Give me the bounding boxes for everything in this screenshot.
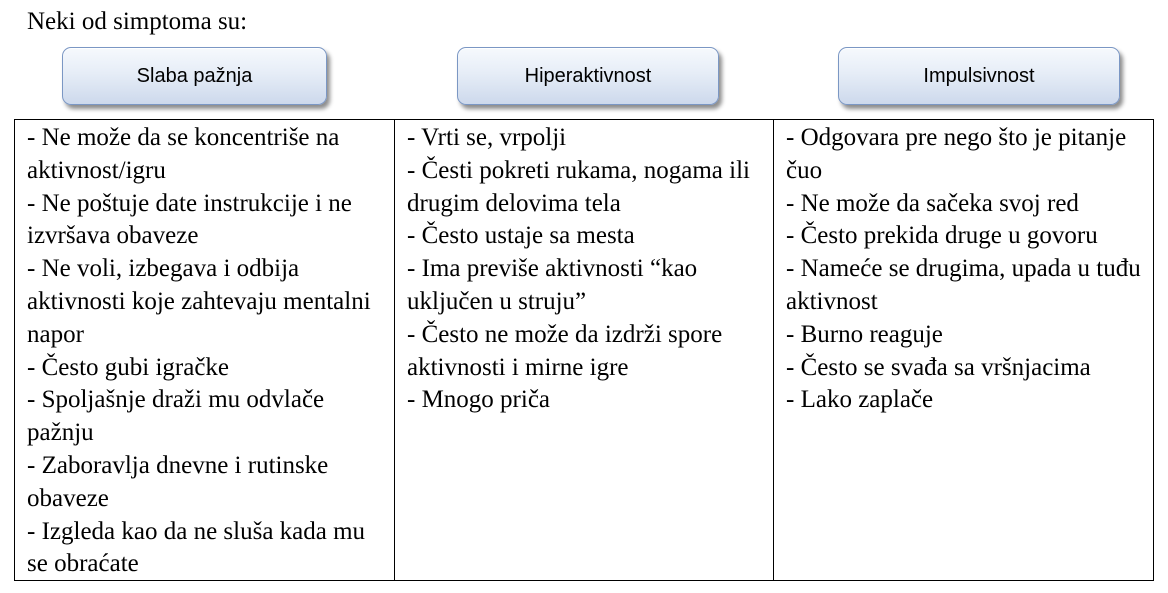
list-item: - Vrti se, vrpolji (407, 124, 567, 151)
list-item: - Često gubi igračke (27, 353, 230, 381)
list-item: - Često ustaje sa mesta (407, 222, 635, 250)
symptom-list (786, 122, 1147, 417)
list-item: - Odgovara pre nego što je pitanje čuo (786, 124, 1127, 184)
list-item: - Ima previše aktivnosti “kao uključen u struju” (407, 255, 698, 315)
list-item: - Spoljašnje draži mu odvlače pažnju (27, 386, 325, 447)
list-item: - Često prekida druge u govoru (786, 222, 1098, 250)
list-item: - Često se svađa sa vršnjacima (786, 353, 1091, 381)
symptom-table (14, 119, 1154, 581)
column-impulsivnost (774, 120, 1153, 580)
list-item: - Izgleda kao da ne sluša kada mu se obraćate (27, 517, 366, 578)
list-item: - Zaboravlja dnevne i rutinske obaveze (27, 451, 329, 512)
list-item: - Ne voli, izbegava i odbija aktivnosti koje zahtevaju mentalni napor (27, 255, 371, 348)
header-hiperaktivnost: Hiperaktivnost (457, 47, 719, 105)
column-hiperaktivnost (395, 120, 774, 580)
symptom-list (407, 122, 763, 417)
list-item: - Često ne može da izdrži spore aktivnosti i mirne igre (407, 320, 723, 381)
header-slaba-paznja: Slaba pažnja (62, 47, 327, 105)
intro-heading: Neki od simptoma su: (27, 8, 248, 35)
list-item: - Ne može da se koncentriše na aktivnost/igru (27, 124, 340, 184)
column-slaba-paznja (15, 120, 395, 580)
list-item: - Mnogo priča (407, 386, 551, 414)
list-item: - Ne poštuje date instrukcije i ne izvršava obaveze (27, 189, 352, 250)
list-item: - Burno reaguje (786, 320, 943, 348)
list-item: - Česti pokreti rukama, nogama ili drugim delovima tela (407, 156, 750, 217)
list-item: - Lako zaplače (786, 386, 934, 414)
symptom-list (27, 122, 384, 581)
header-impulsivnost: Impulsivnost (838, 47, 1120, 105)
list-item: - Ne može da sačeka svoj red (786, 189, 1079, 217)
list-item: - Nameće se drugima, upada u tuđu aktivnost (786, 255, 1141, 315)
